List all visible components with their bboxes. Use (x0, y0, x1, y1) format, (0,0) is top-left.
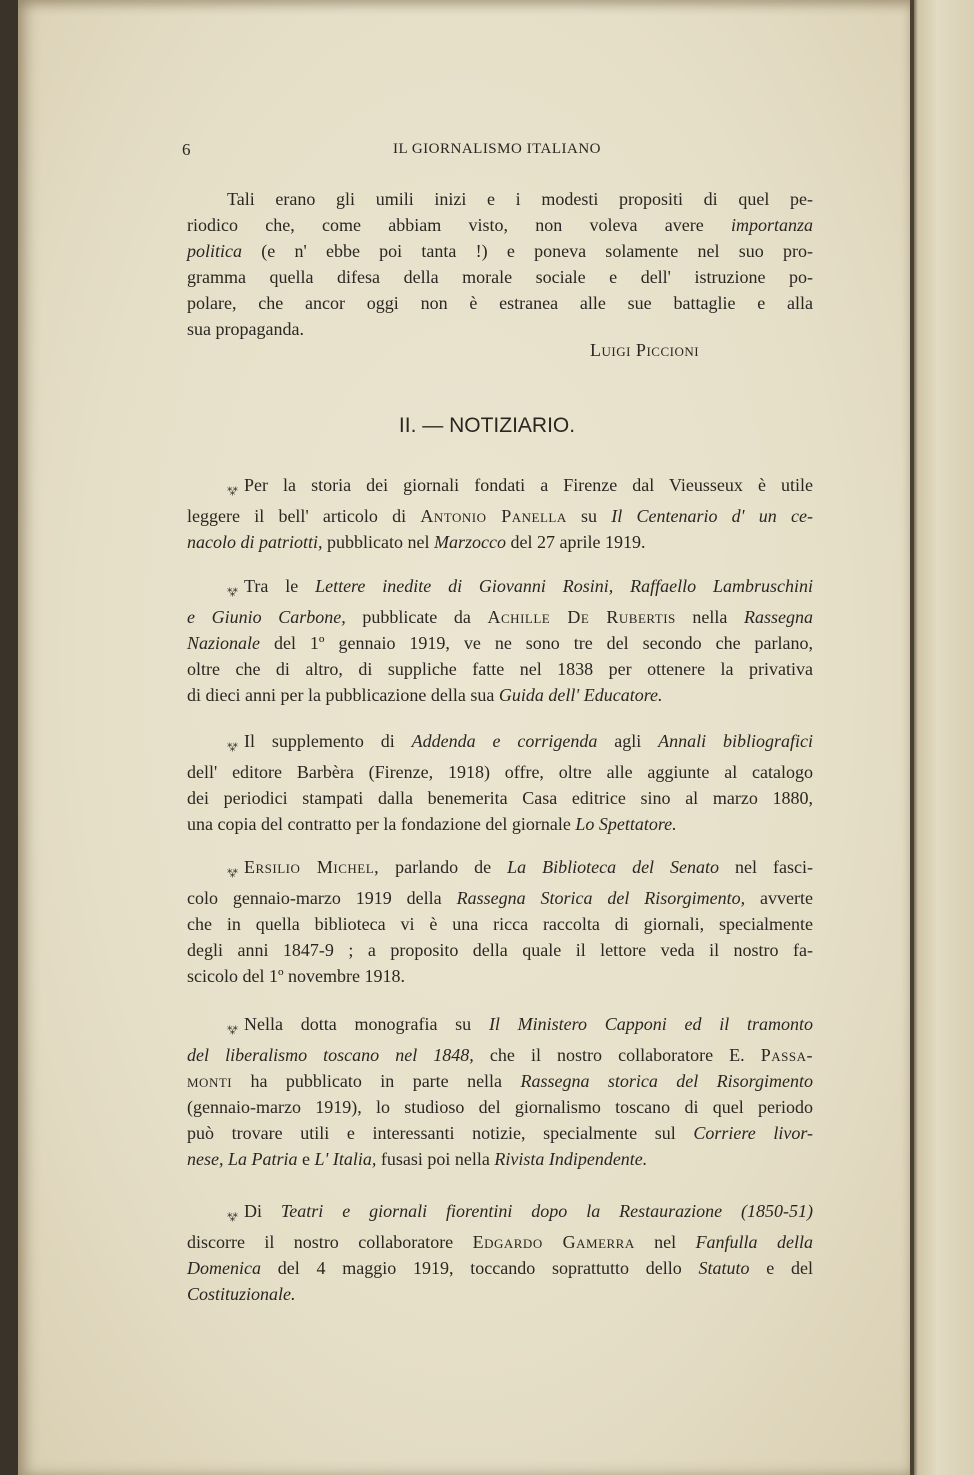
italic-text: nese, La Patria (187, 1149, 298, 1169)
text-line (187, 573, 813, 604)
section-heading-text: II. — NOTIZIARIO. (398, 414, 576, 437)
italic-text: Statuto (698, 1258, 750, 1278)
text: e (297, 1149, 315, 1169)
text-line (187, 186, 813, 212)
text: colo gennaio-marzo 1919 della (187, 888, 457, 908)
text: agli (597, 731, 659, 751)
text: di dieci anni per la pubblicazione della sua (187, 685, 499, 705)
text: del 1º gennaio 1919, ve ne sono tre del secondo che parlano, (260, 633, 813, 653)
italic-text: del liberalismo toscano nel 1848, (187, 1045, 474, 1065)
facing-page-edge (912, 0, 974, 1475)
asterism-icon: ⁂ (227, 1023, 238, 1036)
text: Di (244, 1201, 281, 1221)
text: Per la storia dei giornali fondati a Firenze dal Vieusseux è utile (244, 475, 813, 495)
text-line (187, 503, 813, 529)
author-name: Edgardo Gamerra (472, 1232, 635, 1252)
text: (e n' ebbe poi tanta !) e poneva solamente nel suo pro- (242, 241, 813, 261)
text: del 4 maggio 1919, toccando soprattutto dello (260, 1258, 699, 1278)
text-line (187, 604, 813, 630)
text-line (187, 1229, 813, 1255)
text: riodico che, come abbiam visto, non voleva avere (187, 215, 731, 235)
italic-text: Rassegna Storica del Risorgimento, (456, 888, 746, 908)
italic-text: Fanfulla della (695, 1232, 813, 1252)
text-line (187, 656, 813, 682)
text: discorre il nostro collaboratore (187, 1232, 473, 1252)
running-title: IL GIORNALISMO ITALIANO (392, 141, 602, 157)
page-number: 6 (182, 140, 191, 159)
text-line (187, 1042, 813, 1068)
news-note (187, 854, 813, 989)
text-line (187, 911, 813, 937)
text: parlando de (379, 857, 508, 877)
italic-text: Annali bibliografici (658, 731, 814, 751)
text-line (187, 1198, 813, 1229)
italic-text: Rassegna storica del Risorgimento (520, 1071, 813, 1091)
text: e del (749, 1258, 813, 1278)
text: scicolo del 1º novembre 1918. (187, 966, 406, 986)
text: (gennaio-marzo 1919), lo studioso del giornalismo toscano di quel periodo (187, 1097, 813, 1117)
section-heading (0, 414, 974, 438)
text: su (566, 506, 612, 526)
text: leggere il bell' articolo di (187, 506, 421, 526)
text: avverte (745, 888, 813, 908)
author-name: monti (187, 1071, 233, 1091)
text-line (187, 854, 813, 885)
author-name: Passa- (760, 1045, 813, 1065)
text: oltre che di altro, di suppliche fatte nel 1838 per ottenere la privativa (187, 659, 813, 679)
italic-text: Il Centenario d' un ce- (611, 506, 813, 526)
text-line (187, 264, 813, 290)
italic-text: Il Ministero Capponi ed il tramonto (488, 1014, 813, 1034)
text-line (187, 1094, 813, 1120)
text: dei periodici stampati dalla benemerita Casa editrice sino al marzo 1880, (187, 788, 813, 808)
text: nel (634, 1232, 696, 1252)
text-line (187, 811, 813, 837)
text-line (187, 759, 813, 785)
italic-text: Lettere inedite di Giovanni Rosini, Raffaello Lambruschini (315, 576, 813, 596)
italic-text: Teatri e giornali fiorentini dopo la Restaurazione (1850-51) (280, 1201, 814, 1221)
text-line (187, 1281, 813, 1307)
italic-text: e Giunio Carbone, (187, 607, 346, 627)
text-line (187, 472, 813, 503)
text: Nella dotta monografia su (244, 1014, 489, 1034)
text: fusasi poi nella (376, 1149, 495, 1169)
text: Tra le (244, 576, 316, 596)
text: nel fasci- (719, 857, 813, 877)
news-note (187, 472, 813, 555)
text-line (187, 1120, 813, 1146)
italic-text: politica (187, 241, 242, 261)
text-line (187, 1146, 813, 1172)
text-line (187, 529, 813, 555)
text-line (187, 1255, 813, 1281)
author-signature: Luigi Piccioni (590, 340, 700, 360)
text-line (187, 1011, 813, 1042)
author-name: Ersilio Michel, (244, 857, 380, 877)
text: può trovare utili e interessanti notizie, specialmente sul (187, 1123, 694, 1143)
text-line (187, 682, 813, 708)
text-line (187, 290, 813, 316)
italic-text: Corriere livor- (693, 1123, 813, 1143)
italic-text: Nazionale (187, 633, 261, 653)
text: dell' editore Barbèra (Firenze, 1918) offre, oltre alle aggiunte al catalogo (187, 762, 813, 782)
news-note (187, 728, 813, 837)
text: nella (675, 607, 744, 627)
text: del 27 aprile 1919. (505, 532, 646, 552)
text-line (187, 212, 813, 238)
news-note (187, 1198, 813, 1307)
text: ha pubblicato in parte nella (232, 1071, 521, 1091)
text: degli anni 1847-9 ; a proposito della quale il lettore veda il nostro fa- (187, 940, 813, 960)
news-note (187, 573, 813, 708)
text: sua propaganda. (187, 319, 304, 339)
asterism-icon: ⁂ (227, 484, 238, 497)
text: gramma quella difesa della morale sociale e dell' istruzione po- (187, 267, 813, 287)
asterism-icon: ⁂ (227, 740, 238, 753)
italic-text: La Biblioteca del Senato (507, 857, 720, 877)
text: che in quella biblioteca vi è una ricca raccolta di giornali, specialmente (187, 914, 813, 934)
text-line (187, 885, 813, 911)
text: pubblicato nel (322, 532, 434, 552)
italic-text: nacolo di patriotti, (187, 532, 323, 552)
italic-text: Lo Spettatore. (575, 814, 677, 834)
text: Tali erano gli umili inizi e i modesti propositi di quel pe- (227, 189, 813, 209)
news-note (187, 1011, 813, 1172)
italic-text: Addenda e corrigenda (411, 731, 598, 751)
asterism-icon: ⁂ (227, 1210, 238, 1223)
asterism-icon: ⁂ (227, 866, 238, 879)
italic-text: importanza (730, 215, 813, 235)
text-line (187, 238, 813, 264)
intro-paragraph (187, 186, 813, 342)
italic-text: Costituzionale. (187, 1284, 296, 1304)
text-line (187, 1068, 813, 1094)
text: una copia del contratto per la fondazione del giornale (187, 814, 576, 834)
italic-text: Marzocco (434, 532, 506, 552)
author-name: Achille De Rubertis (487, 607, 676, 627)
italic-text: Guida dell' Educatore. (498, 685, 663, 705)
text-line (187, 728, 813, 759)
text: polare, che ancor oggi non è estranea alle sue battaglie e alla (187, 293, 813, 313)
text: Il supplemento di (244, 731, 412, 751)
italic-text: L' Italia, (314, 1149, 377, 1169)
text: che il nostro collaboratore E. (473, 1045, 761, 1065)
text-line (187, 963, 813, 989)
text-line (187, 630, 813, 656)
asterism-icon: ⁂ (227, 585, 238, 598)
italic-text: Rivista Indipendente. (494, 1149, 648, 1169)
text: pubblicate da (345, 607, 488, 627)
text-line (187, 937, 813, 963)
italic-text: Rassegna (744, 607, 813, 627)
text-line (187, 785, 813, 811)
italic-text: Domenica (187, 1258, 261, 1278)
author-name: Antonio Panella (420, 506, 567, 526)
text-line (187, 316, 813, 342)
